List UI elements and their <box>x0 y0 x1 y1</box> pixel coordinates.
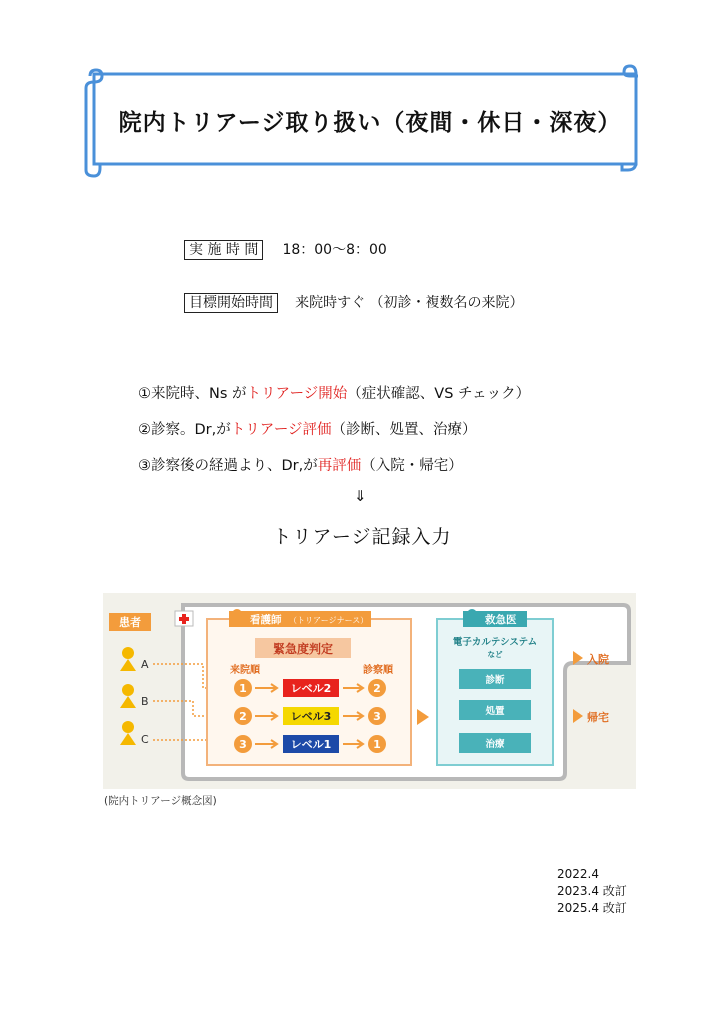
action-therapy: 治療 <box>485 739 505 750</box>
step-2-highlight: トリアージ評価 <box>230 422 332 438</box>
patients-label: 患者 <box>119 616 141 629</box>
outcome-home-arrow-icon <box>573 709 583 723</box>
level-1-badge: レベル1 <box>290 738 332 751</box>
level-2-badge: レベル2 <box>290 682 332 695</box>
hours-row <box>184 239 387 260</box>
patient-b-label: B <box>141 695 149 708</box>
arrival-num-3: 3 <box>239 738 247 751</box>
down-arrow-icon: ⇓ <box>354 487 367 505</box>
action-treatment: 処置 <box>485 706 505 717</box>
action-diagnosis: 診断 <box>485 675 505 686</box>
arrival-num-2: 2 <box>239 710 247 723</box>
patient-a-label: A <box>141 658 149 671</box>
urgency-label: 緊急度判定 <box>272 642 334 656</box>
exam-order-label: 診察順 <box>363 665 393 676</box>
step-2 <box>138 419 477 441</box>
target-row <box>184 292 524 313</box>
system-sub: など <box>487 650 503 659</box>
step-3-highlight: 再評価 <box>317 458 362 474</box>
step-2-suffix: （診断、処置、治療） <box>331 422 477 438</box>
nurse-label: 看護師 <box>250 614 282 626</box>
step-1-suffix: （症状確認、VS チェック） <box>347 386 531 402</box>
step-2-prefix: ②診察。Dr,が <box>138 422 231 438</box>
level-3-badge: レベル3 <box>290 710 332 723</box>
diagram-caption: (院内トリアージ概念図) <box>104 795 217 807</box>
date-revised-2: 2025.4 改訂 <box>557 901 627 915</box>
date-created: 2022.4 <box>557 867 599 881</box>
date-revised-1: 2023.4 改訂 <box>557 884 627 898</box>
step-1 <box>138 383 530 405</box>
system-label: 電子カルテシステム <box>452 637 538 648</box>
arrival-order-label: 来院順 <box>230 665 260 676</box>
doctor-label: 救急医 <box>485 614 517 626</box>
patient-b <box>120 684 149 708</box>
step-3 <box>138 455 463 477</box>
step-3-suffix: （入院・帰宅） <box>361 458 463 474</box>
arrival-num-1: 1 <box>239 682 247 695</box>
patient-c <box>120 721 149 746</box>
step-1-prefix: ①来院時、Ns が <box>138 386 247 402</box>
target-label: 目標開始時間 <box>184 293 278 313</box>
exam-num-3: 1 <box>373 738 381 751</box>
nurse-sub: （トリアージナース） <box>289 616 369 625</box>
hours-label: 実 施 時 間 <box>184 240 263 260</box>
target-value: 来院時すぐ （初診・複数名の来院） <box>295 295 524 311</box>
patient-a <box>120 647 149 671</box>
triage-concept-diagram <box>103 593 636 789</box>
exam-num-1: 2 <box>373 682 381 695</box>
hours-value: 18：00〜8：00 <box>282 242 387 258</box>
record-title: トリアージ記録入力 <box>272 526 452 548</box>
first-aid-icon <box>175 611 193 626</box>
step-1-highlight: トリアージ開始 <box>246 386 348 402</box>
outcome-home: 帰宅 <box>587 711 609 724</box>
outcome-admit: 入院 <box>587 653 609 666</box>
step-3-prefix: ③診察後の経過より、Dr,が <box>138 458 318 474</box>
exam-num-2: 3 <box>373 710 381 723</box>
page-title: 院内トリアージ取り扱い（夜間・休日・深夜） <box>118 109 622 136</box>
patient-c-label: C <box>141 733 149 746</box>
